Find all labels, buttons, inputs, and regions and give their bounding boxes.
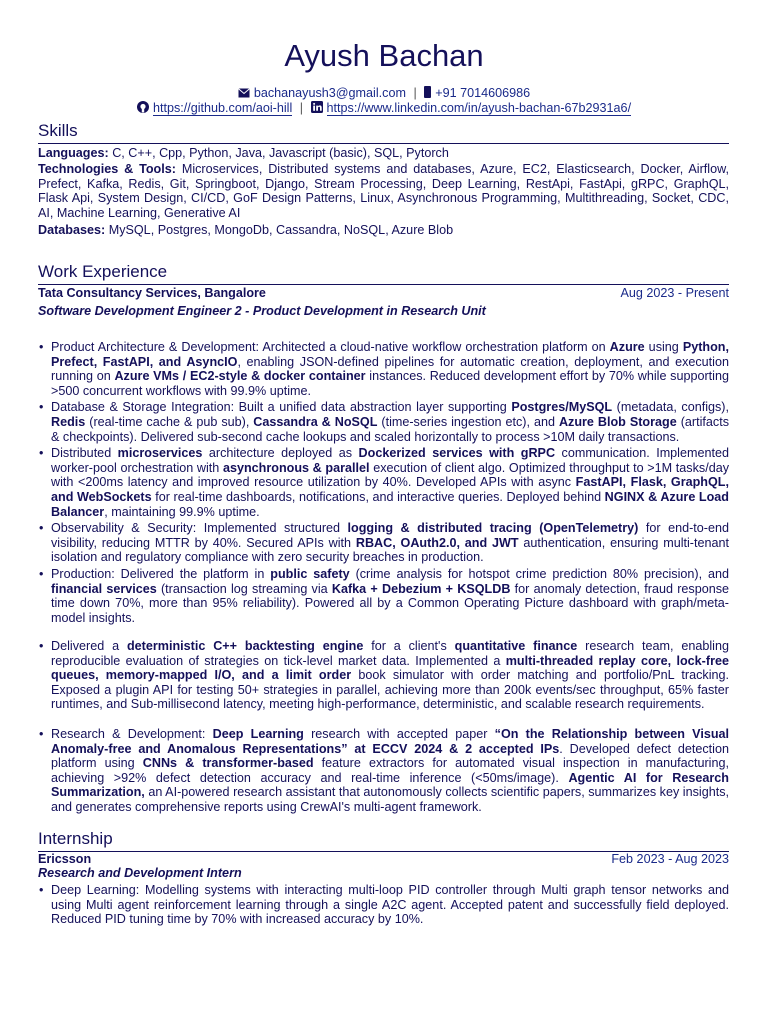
skills-languages (38, 146, 729, 161)
contact-line-2 (0, 101, 768, 117)
bullet-text: architecture deployed as (202, 446, 359, 461)
bullet-text: book simulator with order matching and portfolio/PnL tracking. Exposed a plugin API for testing 50+ strategies in parallel, achieving more than 200k events/sec throughput, 65% faster runtimes, and Sub-millisecond latency, meeting high-performance, deterministic, and scalable research requirements. (51, 668, 729, 712)
bullet-text: execution of client algo. Optimized throughput to >1M tasks/day with <200ms latency and improved resource utilization by 40%. Developed APIs with async (51, 460, 729, 490)
bullet-emphasis: CNNs & transformer-based (142, 756, 314, 771)
bullet-text: authentication, ensuring multi-tenant isolation and regulatory compliance with zero security breaches in production. (51, 535, 730, 565)
work-company-row (38, 286, 729, 301)
bullet-text: (crime analysis for hotspot crime prediction 80% precision), and (349, 566, 730, 581)
work-role: Software Development Engineer 2 - Product Development in Research Unit (38, 304, 486, 318)
bullet-emphasis: Python, Prefect, FastAPI, and AsyncIO (51, 340, 729, 369)
bullet-text: instances. Reduced development effort by 70% while supporting >500 concurrent workflows with 99.9% uptime. (51, 369, 729, 398)
contact-separator: | (413, 86, 417, 100)
bullet-text: for real-time dashboards, notifications, and interactive queries. Deployed behind (151, 489, 605, 504)
bullet-emphasis: logging & distributed tracing (OpenTelemetry) (347, 521, 639, 536)
github-icon (137, 101, 149, 117)
bullet-emphasis: Azure (609, 340, 645, 354)
bullet-emphasis: microservices (117, 446, 203, 461)
bullet-item (38, 340, 729, 398)
bullet-text: (artifacts & checkpoints). Delivered sub-second cache lookups and scaled horizontally to process >10M daily transactions. (51, 414, 729, 444)
bullet-emphasis: “On the Relationship between Visual Anomaly-free and Anomalous Representations” at ECCV 2024 & 2 accepted IPs (51, 727, 730, 756)
intern-company: Ericsson (38, 852, 92, 866)
skills-technologies (38, 162, 729, 220)
bullet-item (38, 446, 729, 519)
intern-company-row (38, 852, 729, 867)
bullet-text: research with accepted paper (303, 727, 495, 741)
bullet-text: Observability & Security: Implemented structured (51, 521, 348, 536)
skills-section-title: Skills (38, 121, 78, 140)
bullet-emphasis: Deep Learning (212, 727, 304, 741)
bullet-text: (metadata, configs), (612, 400, 729, 415)
contact-separator: | (299, 101, 304, 115)
internship-section-title: Internship (38, 829, 113, 848)
databases-label: Databases: (38, 223, 106, 237)
work-bullets-group-2 (38, 639, 729, 714)
github-link[interactable]: https://github.com/aoi-hill (152, 101, 293, 115)
bullet-text: Deep Learning: Modelling systems with interacting multi-loop PID controller through Multi graph tensor networks and using Multi agent reinforcement learning through a single A2C agent. Accepted patent and successfully field deployed. Reduced PID tuning time by 70% with increased accuracy by 10%. (51, 883, 729, 927)
bullet-emphasis: FastAPI, Flask, GraphQL, and WebSockets (51, 475, 729, 504)
linkedin-icon (311, 101, 323, 117)
bullet-emphasis: RBAC, OAuth2.0, and JWT (355, 535, 519, 550)
bullet-text: (time-series ingestion etc), and (377, 414, 559, 429)
work-section-title: Work Experience (38, 262, 168, 281)
bullet-text: , enabling JSON-defined pipelines for automatic creation, deployment, and execution running on (51, 354, 729, 384)
bullet-text: for end-to-end visibility, reducing MTTR by 40%. Secured APIs with (51, 521, 729, 550)
bullet-text: an AI-powered research assistant that autonomously collects scientific papers, summarizes key insights, and generates comprehensive reports using CrewAI's multi-agent framework. (51, 785, 729, 814)
linkedin-link[interactable]: https://www.linkedin.com/in/ayush-bachan-67b2931a6/ (326, 101, 632, 115)
technologies-label: Technologies & Tools: (38, 162, 176, 176)
bullet-item (38, 639, 729, 712)
languages-value: C, C++, Cpp, Python, Java, Javascript (basic), SQL, Pytorch (112, 146, 449, 160)
bullet-text: feature extractors for automated visual inspection in manufacturing, achieving >92% defect detection accuracy and real-time inference (<50ms/image). (51, 756, 729, 785)
bullet-text: Delivered a (51, 639, 127, 653)
bullet-emphasis: Azure Blob Storage (558, 414, 677, 429)
bullet-text: Product Architecture & Development: Architected a cloud-native workflow orchestration platform on (51, 340, 610, 354)
bullet-emphasis: financial services (51, 581, 157, 596)
bullet-emphasis: Agentic AI for Research Summarization, (51, 770, 729, 800)
contact-line-1 (0, 86, 768, 102)
bullet-emphasis: quantitative finance (454, 639, 578, 653)
section-divider (38, 143, 729, 144)
bullet-text: Research & Development: (51, 727, 213, 741)
bullet-text: Production: Delivered the platform in (51, 566, 271, 581)
bullet-emphasis: Cassandra & NoSQL (253, 414, 378, 429)
bullet-emphasis: Azure VMs / EC2-style & docker container (114, 369, 366, 384)
bullet-item (38, 521, 729, 565)
bullet-item (38, 883, 729, 927)
intern-bullets (38, 883, 729, 929)
bullet-emphasis: Kafka + Debezium + KSQLDB (331, 581, 511, 596)
bullet-emphasis: Dockerized services with gRPC (358, 446, 556, 461)
technologies-value: Microservices, Distributed systems and databases, Azure, EC2, Elasticsearch, Docker, Airflow, Prefect, Kafka, Redis, Git, Springboot, Django, Stream Processing, Deep Learning, RestApi, FastApi, gRPC, GraphQL, Flask Api, System Design, CI/CD, GoF Design Patterns, Linux, Asynchronous Programming, Multithreading, Socket, CDC, AI, Machine Learning, Generative AI (38, 162, 729, 220)
bullet-emphasis: NGINX & Azure Load Balancer (51, 489, 729, 519)
mobile-phone-icon (424, 86, 431, 102)
intern-role-row (38, 866, 729, 881)
work-bullets-group-1 (38, 340, 729, 627)
bullet-text: . Developed defect detection platform using (51, 741, 729, 771)
email-link[interactable]: bachanayush3@gmail.com (253, 86, 406, 100)
candidate-name: Ayush Bachan (284, 38, 484, 73)
work-bullets-group-3 (38, 727, 729, 817)
work-company: Tata Consultancy Services, Bangalore (38, 286, 266, 300)
intern-role: Research and Development Intern (38, 866, 242, 880)
bullet-text: for anomaly detection, fraud response time down 70%, more than 95% reliability). Powered all by a Common Operating Picture dashboard with graph/meta-model insights. (51, 581, 730, 625)
bullet-text: , maintaining 99.9% uptime. (104, 504, 260, 519)
skills-databases (38, 223, 729, 238)
work-role-row (38, 304, 729, 319)
bullet-text: communication. Implemented worker-pool orchestration with (51, 446, 729, 475)
bullet-text: Distributed (51, 446, 118, 461)
bullet-emphasis: asynchronous & parallel (222, 460, 370, 475)
phone-number[interactable]: +91 7014606986 (435, 86, 531, 100)
bullet-text: (transaction log streaming via (156, 581, 332, 596)
bullet-emphasis: Postgres/MySQL (511, 400, 613, 415)
envelope-icon (238, 87, 250, 102)
bullet-emphasis: Redis (51, 414, 86, 429)
bullet-item (38, 400, 729, 444)
bullet-emphasis: deterministic C++ backtesting engine (126, 639, 364, 653)
section-divider (38, 284, 729, 285)
bullet-emphasis: public safety (270, 566, 350, 581)
bullet-text: research team, enabling reproducible evaluation of strategies on tick-level market data. Implemented a (51, 639, 729, 668)
intern-date: Feb 2023 - Aug 2023 (611, 852, 729, 866)
bullet-text: using (644, 340, 683, 354)
languages-label: Languages: (38, 146, 109, 160)
bullet-text: (real-time cache & pub sub), (85, 414, 254, 429)
bullet-text: Database & Storage Integration: Built a unified data abstraction layer supporting (51, 400, 512, 415)
work-date: Aug 2023 - Present (620, 286, 729, 300)
bullet-item (38, 727, 729, 815)
bullet-text: for a client's (363, 639, 455, 653)
databases-value: MySQL, Postgres, MongoDb, Cassandra, NoSQL, Azure Blob (108, 223, 454, 237)
bullet-emphasis: multi-threaded replay core, lock-free queues, memory-mapped I/O, and a limit order (51, 653, 729, 683)
bullet-item (38, 567, 729, 625)
